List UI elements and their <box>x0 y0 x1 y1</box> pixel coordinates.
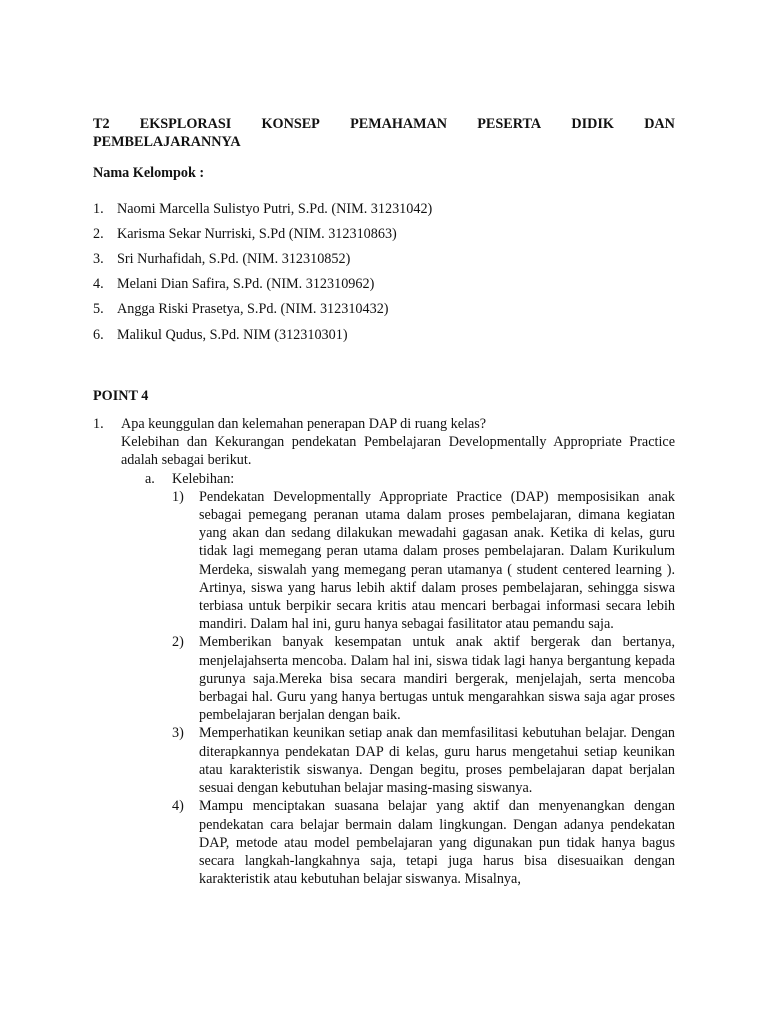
title-word: DAN <box>644 116 675 132</box>
list-item <box>93 326 675 344</box>
title-line-2: PEMBELAJARANNYA <box>93 134 241 151</box>
title-word: PEMAHAMAN <box>350 116 448 132</box>
list-item <box>93 250 675 268</box>
sub-list-item <box>145 470 675 488</box>
member-name: Sri Nurhafidah, S.Pd. (NIM. 312310852) <box>117 251 351 268</box>
item-number: 2) <box>172 634 184 651</box>
title-line-1 <box>93 115 675 133</box>
item-text: Memberikan banyak kesempatan untuk anak aktif bergerak dan bertanya, menjelajahserta mencoba. Dalam hal ini, siswa tidak lagi hanya bergantung kepada gurunya saja.Mereka bisa secara mandiri bergerak, menjelajah, serta mencoba berbagai hal. Guru yang hanya bertugas untuk mengarahkan siswa saja agar proses pembelajaran berjalan dengan baik. <box>199 634 675 724</box>
item-text: Mampu menciptakan suasana belajar yang aktif dan menyenangkan dengan pendekatan cara belajar bermain dalam lingkungan. Dengan adanya pendekatan DAP, metode atau model pembelajaran yang digunakan pun tidak hanya bagus secara langkah-langkahnya saja, tetapi juga harus bisa disesuaikan dengan karakteristik atau kebutuhan belajar siswanya. Misalnya, <box>199 798 675 888</box>
advantages-list <box>172 488 675 888</box>
list-number: 5. <box>93 301 104 318</box>
group-label: Nama Kelompok : <box>93 165 205 182</box>
item-number: 1) <box>172 488 184 505</box>
member-name: Angga Riski Prasetya, S.Pd. (NIM. 312310432) <box>117 301 389 318</box>
sub-list-label: Kelebihan: <box>172 470 235 487</box>
list-item <box>172 633 675 724</box>
title-word: EKSPLORASI <box>139 116 232 132</box>
question-intro: Kelebihan dan Kekurangan pendekatan Pembelajaran Developmentally Appropriate Practice adalah sebagai berikut. <box>121 434 675 469</box>
question-number: 1. <box>93 416 104 433</box>
title-word: KONSEP <box>261 116 320 132</box>
sub-list-letter: a. <box>145 470 155 487</box>
item-text: Pendekatan Developmentally Appropriate Practice (DAP) memposisikan anak sebagai pemegang peranan utama dalam proses pembelajaran, dimana kegiatan yang akan dan sedang dilakukan mewadahi gagasan anak. Ketika di kelas, guru tidak lagi memegang peran utama dalam proses pembelajaran. Dalam Kurikulum Merdeka, siswalah yang memegang peran utamanya ( student centered learning ). Artinya, siswa yang harus lebih aktif dalam proses pembelajaran, sehingga siswa terbiasa untuk berpikir secara kritis atau mencari berbagai informasi secara lebih mandiri. Dalam hal ini, guru hanya sebagai fasilitator atau pemandu saja. <box>199 488 675 633</box>
list-number: 6. <box>93 326 104 343</box>
list-item <box>172 797 675 888</box>
list-number: 2. <box>93 225 104 242</box>
document-title <box>93 115 675 151</box>
list-item <box>172 724 675 797</box>
item-text: Memperhatikan keunikan setiap anak dan memfasilitasi kebutuhan belajar. Dengan diterapkannya pendekatan DAP di kelas, guru harus mengetahui setiap keunikan atau karakteristik siswanya. Dengan begitu, proses pembelajaran dapat berjalan sesuai dengan kebutuhan belajar masing-masing siswanya. <box>199 725 675 797</box>
item-number: 3) <box>172 725 184 742</box>
list-item <box>93 225 675 243</box>
member-list <box>93 200 675 344</box>
member-name: Melani Dian Safira, S.Pd. (NIM. 312310962) <box>117 276 375 293</box>
list-item <box>93 275 675 293</box>
question-block <box>93 415 675 888</box>
item-number: 4) <box>172 798 184 815</box>
list-item <box>172 488 675 634</box>
list-item <box>93 300 675 318</box>
list-number: 4. <box>93 276 104 293</box>
list-item <box>93 200 675 218</box>
member-name: Malikul Qudus, S.Pd. NIM (312310301) <box>117 326 348 343</box>
question-body <box>121 415 675 888</box>
title-word: PESERTA <box>477 116 542 132</box>
member-name: Naomi Marcella Sulistyo Putri, S.Pd. (NIM. 31231042) <box>117 200 433 217</box>
document-page <box>93 115 675 888</box>
section-heading: POINT 4 <box>93 387 149 404</box>
member-name: Karisma Sekar Nurriski, S.Pd (NIM. 312310863) <box>117 225 397 242</box>
list-number: 1. <box>93 200 104 217</box>
question-text: Apa keunggulan dan kelemahan penerapan DAP di ruang kelas? <box>121 416 487 433</box>
title-word: T2 <box>93 116 110 132</box>
title-word: DIDIK <box>571 116 614 132</box>
list-number: 3. <box>93 251 104 268</box>
